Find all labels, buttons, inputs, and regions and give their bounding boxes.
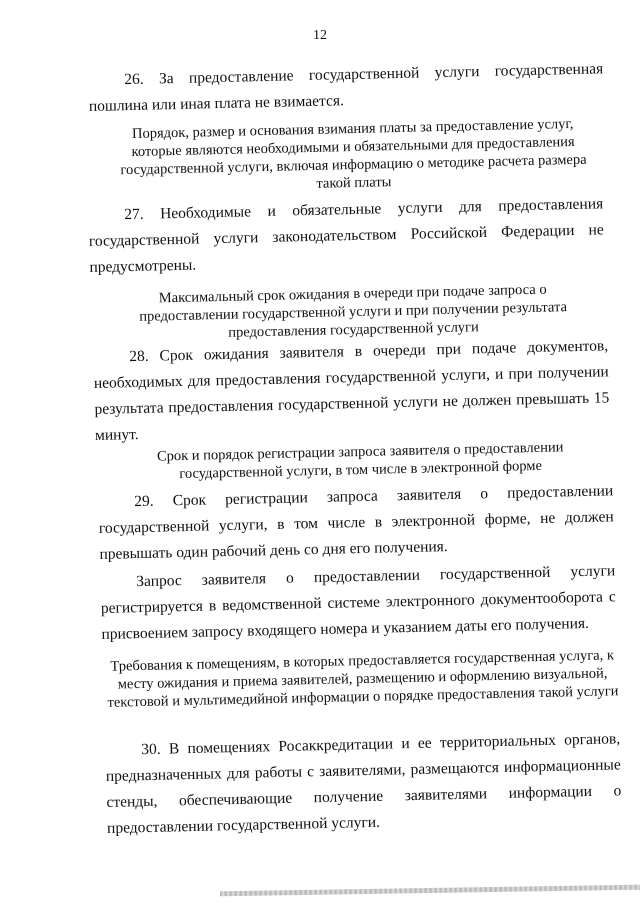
heading-max-queue-time: Максимальный срок ожидания в очереди при подаче запроса о предоставлении государственной услуги и при получении результата предоставления государственной услуги xyxy=(139,281,568,341)
heading-premises-requirements: Требования к помещениям, в которых предоставляется государственная услуга, к месту ожидания и приема заявителей, размещению и оформлению визуальной, текстовой и мультимедийной информации о порядке предоставления такой услуги xyxy=(107,647,619,711)
heading-fees-for-required-services: Порядок, размер и основания взимания платы за предоставление услуг, которые являются необходимыми и обязательными для предоставления государственной услуги, включая информацию о методике расчета размера такой платы xyxy=(120,115,587,192)
page-number: 12 xyxy=(313,28,327,43)
paragraph-26: 26. За предоставление государственной услуги государственная пошлина или иная плата не взимается. xyxy=(88,60,604,115)
paragraph-29: 29. Срок регистрации запроса заявителя о предоставлении государственной услуги, в том числе в электронной форме, не должен превышать один рабочий день со дня его получения. xyxy=(98,482,614,563)
paragraph-27: 27. Необходимые и обязательные услуги для предоставления государственной услуги законодательством Российской Федерации не предусмотрены. xyxy=(88,195,604,276)
scan-edge-artifact xyxy=(220,885,640,897)
heading-registration-term: Срок и порядок регистрации запроса заявителя о предоставлении государственной услуги, в том числе в электронной форме xyxy=(156,439,564,483)
paragraph-28: 28. Срок ожидания заявителя в очереди при подаче документов, необходимых для предоставления государственной услуги, и при получении результата предоставления государственной услуги не должен превышать 15 минут. xyxy=(93,337,610,444)
paragraph-30: 30. В помещениях Росаккредитации и ее территориальных органов, предназначенных для работы с заявителями, размещаются информационные стенды, обеспечивающие получение заявителями информации о предоставлении государственной услуги. xyxy=(105,730,622,837)
paragraph-request-registration: Запрос заявителя о предоставлении государственной услуги регистрируется в ведомственной системе электронного документооборота с присвоением запросу входящего номера и указанием даты его получения. xyxy=(100,562,616,643)
